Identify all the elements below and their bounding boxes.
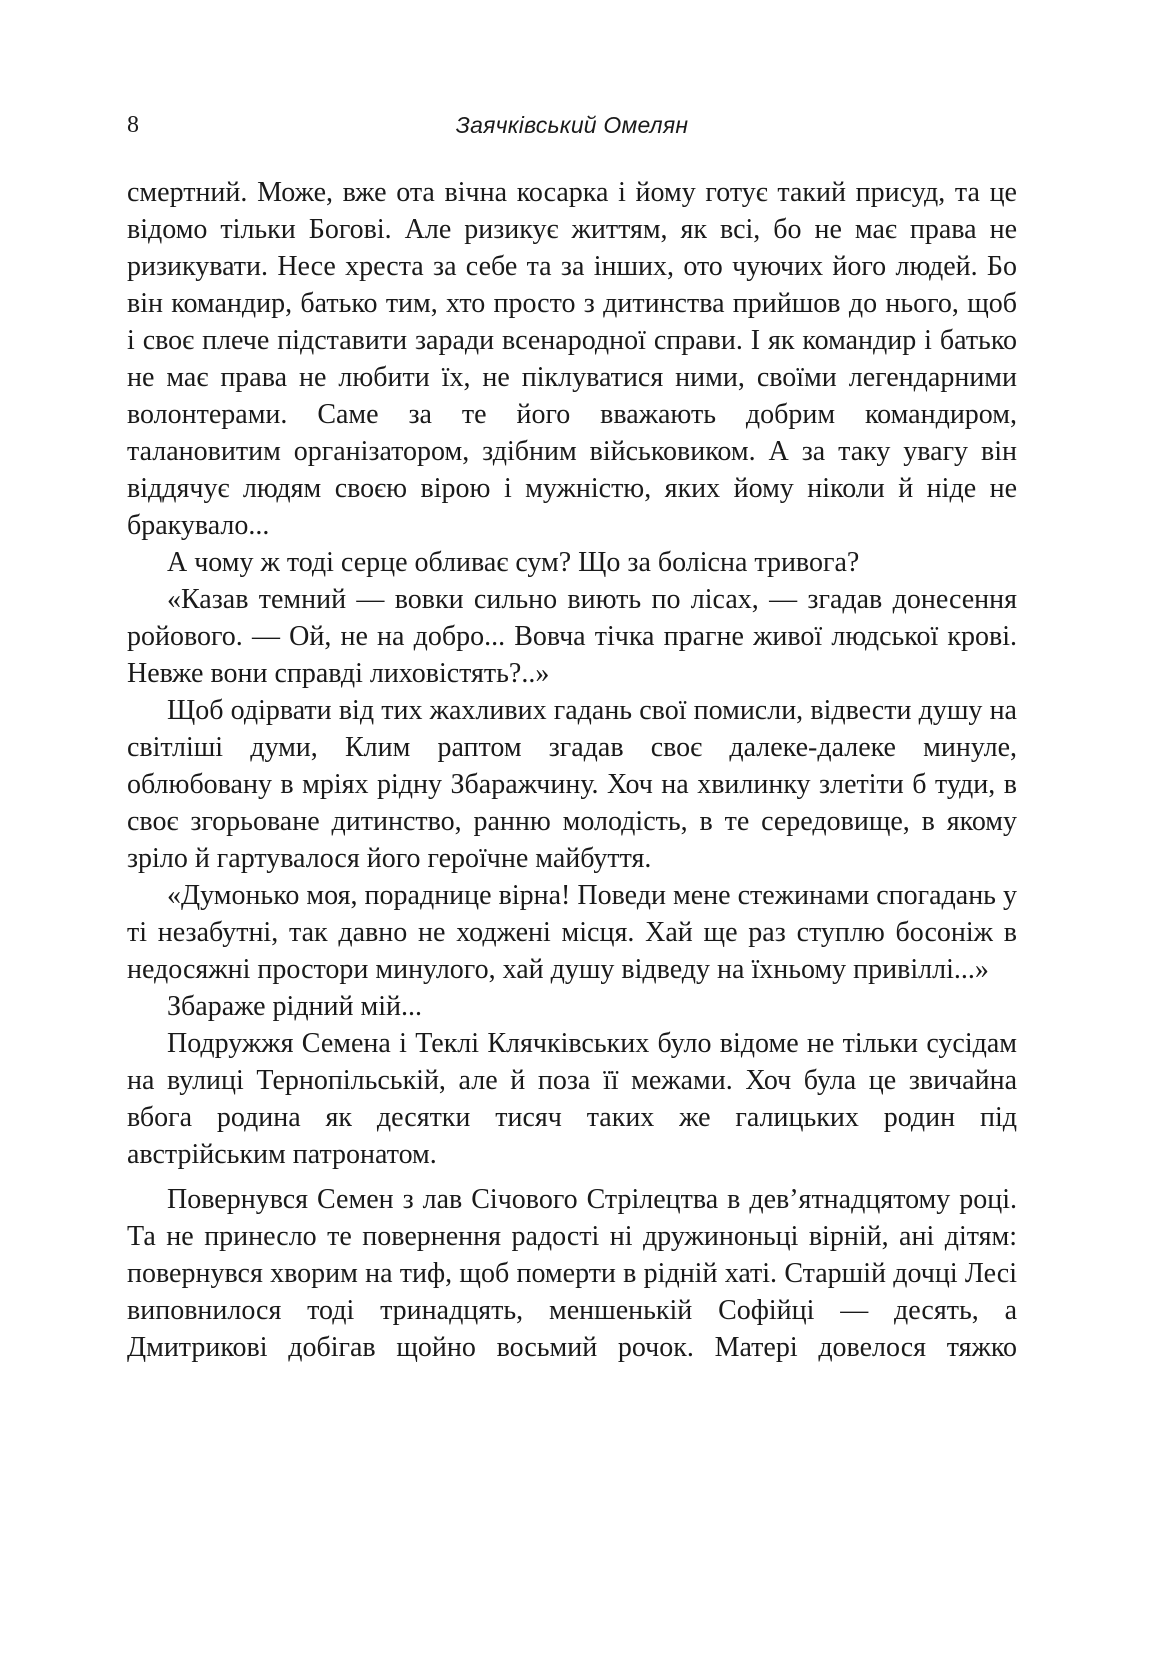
paragraph-2: А чому ж тоді серце обливає сум? Що за болісна тривога? (167, 547, 860, 578)
running-title: Заячківський Омелян (455, 112, 689, 138)
paragraph-5: «Думонько моя, пораднице вірна! Поведи мене стежинами спогадань у ті незабутні, так давно не ходжені місця. Хай ще раз ступлю босоніж в недосяжні простори минулого, хай душу відведу на їхньому привіллі...» (127, 880, 1017, 985)
paragraph-1: смертний. Може, вже ота вічна косарка і йому готує такий присуд, та це відомо тільки Богові. Але ризикує життям, як всі, бо не має права не ризикувати. Несе хреста за себе та за інших, ото чуючих його людей. Бо він командир, батько тим, хто просто з дитинства прийшов до нього, щоб і своє плече підставити заради всенародної справи. І як командир і батько не має права не любити їх, не піклуватися ними, своїми легендарними волонтерами. Саме за те його вважають добрим командиром, талановитим організатором, здібним військовиком. А за таку увагу він віддячує людям своєю вірою і мужністю, яких йому ніколи й ніде не бракувало... (127, 177, 1017, 541)
paragraph-6: Збараже рідний мій... (167, 991, 422, 1022)
paragraph-4: Щоб одірвати від тих жахливих гадань свої помисли, відвести душу на світліші думи, Клим раптом згадав своє далеке-далеке минуле, облюбовану в мріях рідну Збаражчину. Хоч на хвилинку злетіти б туди, в своє згорьоване дитинство, ранню молодість, в те середовище, в якому зріло й гартувалося його героїчне майбуття. (127, 695, 1017, 874)
paragraph-3: «Казав темний — вовки сильно виють по лісах, — згадав донесення ройового. — Ой, не на добро... Вовча тічка прагне живої людської крові. Невже вони справді лиховістять?..» (127, 584, 1017, 689)
page-number: 8 (127, 112, 139, 138)
paragraph-7: Подружжя Семена і Теклі Клячківських було відоме не тільки сусідам на вулиці Тернопільській, але й поза її межами. Хоч була це звичайна вбога родина як десятки тисяч таких же галицьких родин під австрійським патронатом. (127, 1028, 1017, 1170)
paragraph-8: Повернувся Семен з лав Січового Стрілецтва в дев’ятнадцятому році. Та не принесло те повернення радості ні дружиноньці вірній, ані дітям: повернувся хворим на тиф, щоб померти в рідній хаті. Старшій дочці Лесі виповнилося тоді тринадцять, меншенькій Софійці — десять, а Дмитрикові добігав щойно восьмий рочок. Матері довелося тяжко (127, 1184, 1017, 1363)
body-text (127, 174, 1017, 1366)
running-header (127, 106, 1017, 146)
